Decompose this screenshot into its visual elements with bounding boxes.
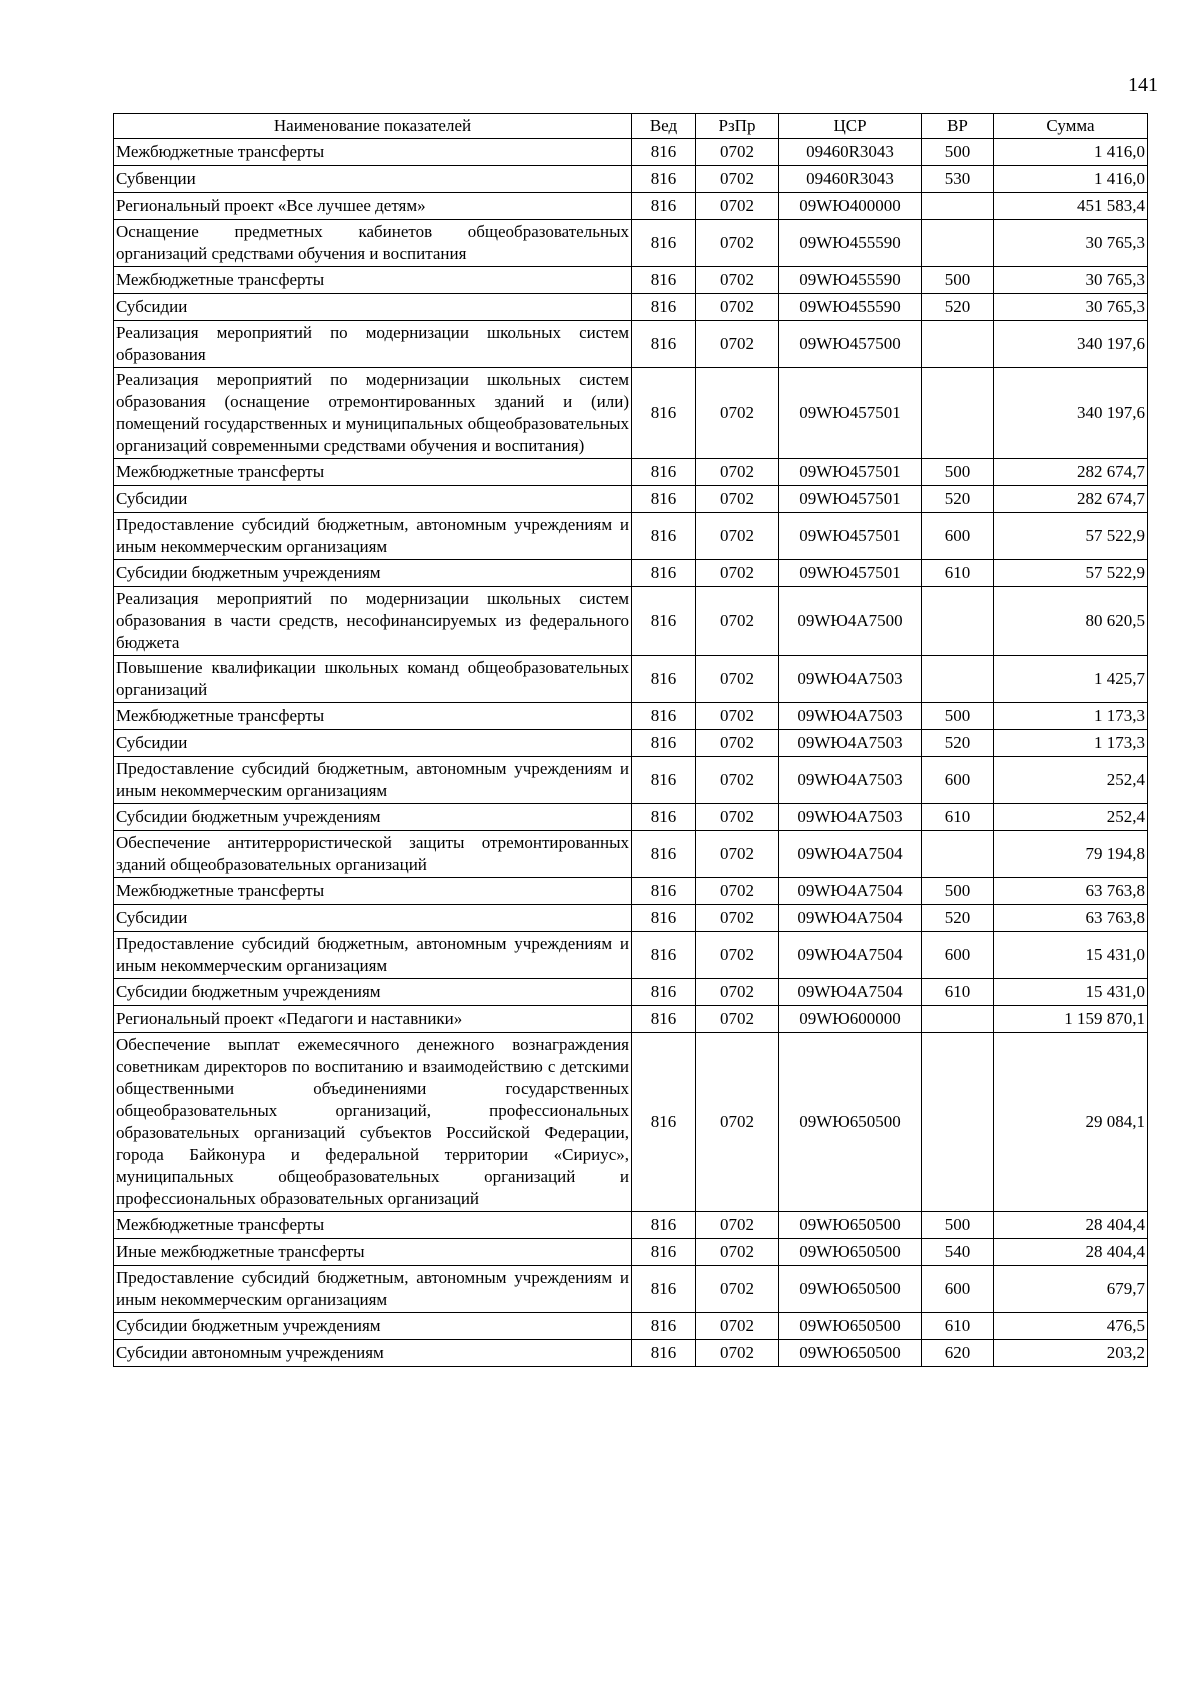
cell-ved: 816 [632,804,696,831]
cell-vr: 610 [922,979,994,1006]
cell-ved: 816 [632,1239,696,1266]
cell-csr: 09460R3043 [779,166,922,193]
cell-vr: 500 [922,459,994,486]
cell-sum: 1 173,3 [994,703,1148,730]
cell-csr: 09WЮ4A7504 [779,905,922,932]
cell-rzpr: 0702 [696,1313,779,1340]
cell-name: Субсидии [114,294,632,321]
cell-ved: 816 [632,459,696,486]
cell-ved: 816 [632,1212,696,1239]
table-row [114,757,1148,804]
cell-name: Обеспечение антитеррористической защиты отремонтированных зданий общеобразовательных организаций [114,831,632,878]
table-row [114,368,1148,459]
cell-vr [922,587,994,656]
header-row [114,114,1148,139]
cell-csr: 09WЮ650500 [779,1212,922,1239]
cell-ved: 816 [632,757,696,804]
cell-ved: 816 [632,368,696,459]
cell-sum: 282 674,7 [994,486,1148,513]
table-body [114,139,1148,1367]
cell-name: Субвенции [114,166,632,193]
cell-csr: 09WЮ400000 [779,193,922,220]
cell-rzpr: 0702 [696,513,779,560]
table-row [114,656,1148,703]
table-row [114,878,1148,905]
cell-name: Предоставление субсидий бюджетным, автономным учреждениям и иным некоммерческим организациям [114,757,632,804]
cell-csr: 09WЮ4A7504 [779,878,922,905]
cell-sum: 80 620,5 [994,587,1148,656]
cell-vr [922,1033,994,1212]
cell-rzpr: 0702 [696,459,779,486]
header-rzpr: РзПр [696,114,779,139]
cell-name: Реализация мероприятий по модернизации школьных систем образования (оснащение отремонтированных зданий и (или) помещений государственных и муниципальных общеобразовательных организаций современными средствами обучения и воспитания) [114,368,632,459]
cell-name: Межбюджетные трансферты [114,459,632,486]
cell-vr: 610 [922,804,994,831]
cell-ved: 816 [632,513,696,560]
cell-vr: 520 [922,730,994,757]
cell-name: Повышение квалификации школьных команд общеобразовательных организаций [114,656,632,703]
cell-ved: 816 [632,730,696,757]
table-row [114,294,1148,321]
table-row [114,804,1148,831]
cell-sum: 57 522,9 [994,560,1148,587]
cell-vr: 620 [922,1340,994,1367]
cell-name: Оснащение предметных кабинетов общеобразовательных организаций средствами обучения и воспитания [114,220,632,267]
table-row [114,1006,1148,1033]
table-row [114,139,1148,166]
cell-rzpr: 0702 [696,321,779,368]
cell-csr: 09WЮ457500 [779,321,922,368]
cell-sum: 252,4 [994,757,1148,804]
cell-sum: 1 416,0 [994,139,1148,166]
cell-ved: 816 [632,831,696,878]
cell-name: Субсидии бюджетным учреждениям [114,979,632,1006]
cell-rzpr: 0702 [696,587,779,656]
cell-csr: 09WЮ457501 [779,486,922,513]
cell-sum: 30 765,3 [994,294,1148,321]
cell-rzpr: 0702 [696,139,779,166]
table-row [114,905,1148,932]
cell-vr: 500 [922,139,994,166]
cell-sum: 252,4 [994,804,1148,831]
table-row [114,1340,1148,1367]
cell-vr: 600 [922,757,994,804]
cell-csr: 09WЮ650500 [779,1313,922,1340]
cell-sum: 476,5 [994,1313,1148,1340]
cell-name: Межбюджетные трансферты [114,1212,632,1239]
cell-vr: 600 [922,513,994,560]
cell-csr: 09WЮ650500 [779,1340,922,1367]
cell-rzpr: 0702 [696,1340,779,1367]
cell-vr: 500 [922,878,994,905]
cell-ved: 816 [632,321,696,368]
cell-vr [922,1006,994,1033]
cell-sum: 15 431,0 [994,932,1148,979]
cell-vr: 520 [922,294,994,321]
cell-sum: 340 197,6 [994,368,1148,459]
table-row [114,560,1148,587]
cell-ved: 816 [632,486,696,513]
cell-name: Предоставление субсидий бюджетным, автономным учреждениям и иным некоммерческим организациям [114,1266,632,1313]
cell-rzpr: 0702 [696,1239,779,1266]
cell-sum: 203,2 [994,1340,1148,1367]
cell-rzpr: 0702 [696,1006,779,1033]
cell-rzpr: 0702 [696,1033,779,1212]
cell-rzpr: 0702 [696,905,779,932]
cell-name: Иные межбюджетные трансферты [114,1239,632,1266]
cell-rzpr: 0702 [696,831,779,878]
cell-name: Субсидии бюджетным учреждениям [114,1313,632,1340]
cell-sum: 1 159 870,1 [994,1006,1148,1033]
cell-name: Субсидии [114,486,632,513]
cell-rzpr: 0702 [696,294,779,321]
header-csr: ЦСР [779,114,922,139]
cell-sum: 1 425,7 [994,656,1148,703]
cell-rzpr: 0702 [696,757,779,804]
cell-ved: 816 [632,1266,696,1313]
cell-sum: 79 194,8 [994,831,1148,878]
cell-vr [922,321,994,368]
cell-ved: 816 [632,703,696,730]
cell-csr: 09WЮ455590 [779,267,922,294]
page-number: 141 [1128,74,1158,96]
cell-ved: 816 [632,587,696,656]
cell-name: Региональный проект «Все лучшее детям» [114,193,632,220]
cell-name: Реализация мероприятий по модернизации школьных систем образования [114,321,632,368]
table-row [114,220,1148,267]
cell-csr: 09WЮ457501 [779,513,922,560]
table-row [114,1266,1148,1313]
cell-sum: 28 404,4 [994,1212,1148,1239]
cell-vr: 520 [922,905,994,932]
cell-ved: 816 [632,932,696,979]
cell-sum: 451 583,4 [994,193,1148,220]
cell-csr: 09WЮ4A7503 [779,804,922,831]
table-row [114,730,1148,757]
cell-name: Субсидии бюджетным учреждениям [114,804,632,831]
cell-csr: 09WЮ457501 [779,560,922,587]
cell-rzpr: 0702 [696,486,779,513]
cell-sum: 1 173,3 [994,730,1148,757]
cell-name: Предоставление субсидий бюджетным, автономным учреждениям и иным некоммерческим организациям [114,932,632,979]
table-row [114,979,1148,1006]
table-row [114,1313,1148,1340]
cell-sum: 15 431,0 [994,979,1148,1006]
cell-sum: 282 674,7 [994,459,1148,486]
header-ved: Вед [632,114,696,139]
table-row [114,193,1148,220]
cell-ved: 816 [632,139,696,166]
cell-rzpr: 0702 [696,1212,779,1239]
cell-name: Обеспечение выплат ежемесячного денежного вознаграждения советникам директоров по воспитанию и взаимодействию с детскими общественными объединениями государственных общеобразовательных организаций, профессиональных образовательных организаций субъектов Российской Федерации, города Байконура и федеральной территории «Сириус», муниципальных общеобразовательных организаций и профессиональных образовательных организаций [114,1033,632,1212]
cell-rzpr: 0702 [696,730,779,757]
cell-rzpr: 0702 [696,804,779,831]
cell-vr: 500 [922,703,994,730]
cell-ved: 816 [632,656,696,703]
cell-csr: 09WЮ600000 [779,1006,922,1033]
table-row [114,486,1148,513]
table-row [114,459,1148,486]
table-row [114,267,1148,294]
header-vr: ВР [922,114,994,139]
cell-vr: 600 [922,1266,994,1313]
table-row [114,1033,1148,1212]
cell-vr: 610 [922,560,994,587]
table-row [114,932,1148,979]
cell-ved: 816 [632,905,696,932]
table-row [114,587,1148,656]
cell-sum: 29 084,1 [994,1033,1148,1212]
cell-csr: 09WЮ650500 [779,1033,922,1212]
cell-csr: 09WЮ4A7503 [779,730,922,757]
cell-vr: 500 [922,267,994,294]
cell-csr: 09WЮ455590 [779,294,922,321]
table-row [114,166,1148,193]
cell-ved: 816 [632,1313,696,1340]
cell-vr: 540 [922,1239,994,1266]
cell-csr: 09WЮ4A7503 [779,703,922,730]
cell-vr [922,368,994,459]
cell-ved: 816 [632,166,696,193]
header-sum: Сумма [994,114,1148,139]
cell-sum: 57 522,9 [994,513,1148,560]
table-row [114,321,1148,368]
cell-name: Межбюджетные трансферты [114,139,632,166]
cell-sum: 30 765,3 [994,220,1148,267]
cell-csr: 09460R3043 [779,139,922,166]
cell-name: Реализация мероприятий по модернизации школьных систем образования в части средств, несофинансируемых из федерального бюджета [114,587,632,656]
cell-ved: 816 [632,294,696,321]
cell-sum: 30 765,3 [994,267,1148,294]
cell-rzpr: 0702 [696,560,779,587]
cell-name: Субсидии [114,905,632,932]
cell-csr: 09WЮ455590 [779,220,922,267]
header-name: Наименование показателей [114,114,632,139]
cell-sum: 1 416,0 [994,166,1148,193]
cell-rzpr: 0702 [696,267,779,294]
cell-rzpr: 0702 [696,979,779,1006]
cell-ved: 816 [632,193,696,220]
cell-rzpr: 0702 [696,878,779,905]
cell-ved: 816 [632,1006,696,1033]
cell-vr [922,193,994,220]
cell-csr: 09WЮ457501 [779,368,922,459]
cell-ved: 816 [632,1340,696,1367]
cell-rzpr: 0702 [696,368,779,459]
table-row [114,831,1148,878]
table-row [114,1212,1148,1239]
cell-name: Межбюджетные трансферты [114,267,632,294]
budget-table [113,113,1148,1367]
cell-rzpr: 0702 [696,1266,779,1313]
cell-vr [922,656,994,703]
cell-rzpr: 0702 [696,932,779,979]
cell-csr: 09WЮ4A7503 [779,757,922,804]
cell-rzpr: 0702 [696,220,779,267]
cell-name: Субсидии автономным учреждениям [114,1340,632,1367]
table-header [114,114,1148,139]
cell-vr [922,220,994,267]
cell-rzpr: 0702 [696,703,779,730]
cell-sum: 679,7 [994,1266,1148,1313]
cell-name: Субсидии бюджетным учреждениям [114,560,632,587]
cell-ved: 816 [632,220,696,267]
cell-sum: 63 763,8 [994,878,1148,905]
cell-ved: 816 [632,1033,696,1212]
cell-sum: 63 763,8 [994,905,1148,932]
cell-ved: 816 [632,979,696,1006]
cell-name: Предоставление субсидий бюджетным, автономным учреждениям и иным некоммерческим организациям [114,513,632,560]
cell-rzpr: 0702 [696,166,779,193]
cell-name: Межбюджетные трансферты [114,703,632,730]
cell-vr: 500 [922,1212,994,1239]
cell-ved: 816 [632,560,696,587]
cell-csr: 09WЮ4A7503 [779,656,922,703]
cell-vr: 610 [922,1313,994,1340]
table-row [114,703,1148,730]
cell-csr: 09WЮ4A7500 [779,587,922,656]
cell-rzpr: 0702 [696,193,779,220]
cell-name: Субсидии [114,730,632,757]
cell-sum: 28 404,4 [994,1239,1148,1266]
cell-ved: 816 [632,267,696,294]
cell-csr: 09WЮ650500 [779,1266,922,1313]
cell-csr: 09WЮ4A7504 [779,979,922,1006]
cell-vr [922,831,994,878]
cell-vr: 530 [922,166,994,193]
cell-csr: 09WЮ4A7504 [779,932,922,979]
cell-name: Межбюджетные трансферты [114,878,632,905]
cell-vr: 520 [922,486,994,513]
cell-csr: 09WЮ650500 [779,1239,922,1266]
cell-csr: 09WЮ4A7504 [779,831,922,878]
table-row [114,1239,1148,1266]
table-row [114,513,1148,560]
cell-csr: 09WЮ457501 [779,459,922,486]
cell-vr: 600 [922,932,994,979]
cell-rzpr: 0702 [696,656,779,703]
cell-name: Региональный проект «Педагоги и наставники» [114,1006,632,1033]
cell-sum: 340 197,6 [994,321,1148,368]
cell-ved: 816 [632,878,696,905]
